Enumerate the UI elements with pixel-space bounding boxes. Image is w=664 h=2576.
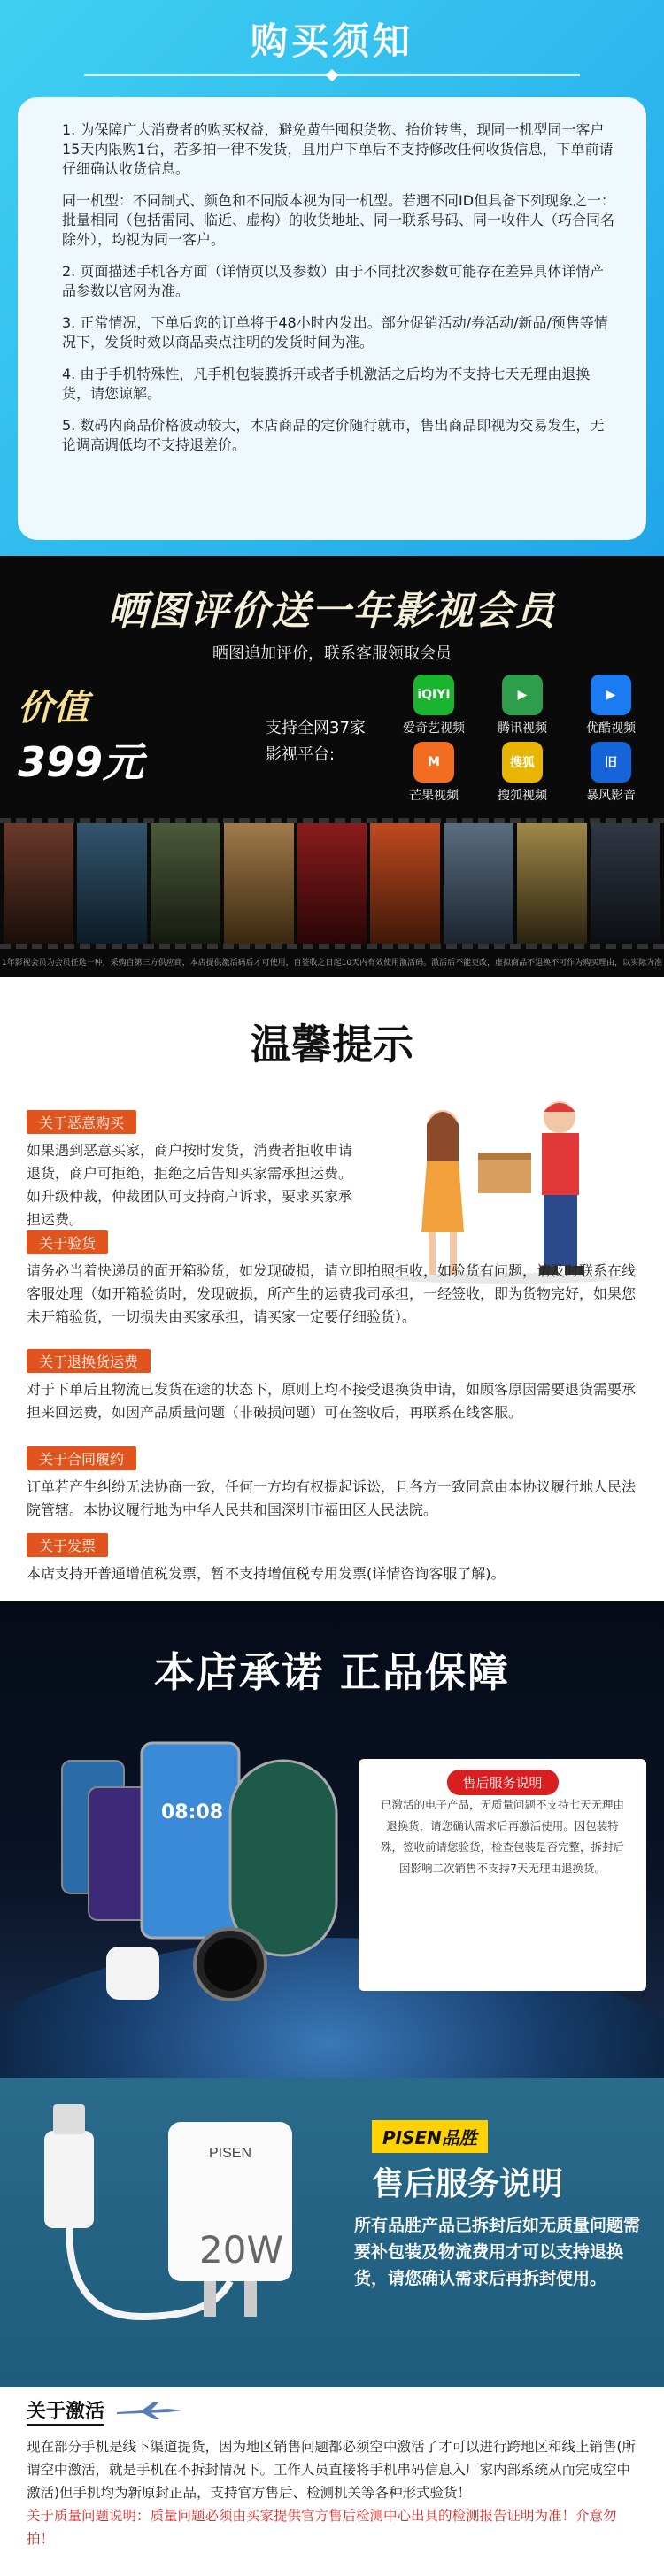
sohu-video-icon: 搜狐 (502, 742, 543, 783)
devices-illustration (53, 1725, 372, 2017)
warm-tips-section (0, 977, 664, 1601)
tip-tag: 关于验货 (27, 1230, 108, 1254)
tip-text: 对于下单后且物流已发货在途的状态下，原则上均不接受退换货申请，如顾客原因需要退货需要承担来回运费，如因产品质量问题（非破损问题）可在签收后，再联系在线客服。 (27, 1381, 637, 1421)
aftersales-panel (359, 1759, 646, 1991)
platform-name: 暴风影音 (586, 789, 636, 803)
iqiyi-icon: iQIYI (413, 675, 454, 715)
store-promise-title: 本店承诺 正品保障 (153, 1648, 510, 1696)
purchase-notice-section (0, 0, 664, 556)
movie-poster (4, 823, 73, 944)
baofeng-icon: 旧 (591, 742, 631, 783)
aftersales-description: 所有品胜产品已拆封后如无质量问题需要补包装及物流费用才可以支持退换货，请您确认需求后再拆封使用。 (354, 2216, 641, 2288)
tip-tag: 关于退换货运费 (27, 1349, 151, 1373)
support-line-2: 影视平台: (266, 745, 336, 764)
tip-tag: 关于合同履约 (27, 1446, 136, 1470)
movie-poster (370, 823, 440, 944)
movie-poster (77, 823, 147, 944)
notice-item-3: 3. 正常情况，下单后您的订单将于48小时内发出。部分促销活动/券活动/新品/预售等情况下，发货时效以商品卖点注明的发货时间为准。 (62, 314, 608, 351)
notice-item-same-model: 同一机型：不同制式、颜色和不同版本视为同一机型。若遇不同ID但具备下列现象之一：批量相同（包括雷同、临近、虚构）的收货地址、同一联系号码、同一收件人（巧合同名除外），均视为同一客户。 (62, 192, 616, 248)
movie-poster (151, 823, 220, 944)
movie-poster (517, 823, 587, 944)
notice-item-5: 5. 数码内商品价格波动较大，本店商品的定价随行就市，售出商品即视为交易发生，无论调高调低均不支持退差价。 (62, 417, 605, 453)
platform-name: 腾讯视频 (498, 721, 547, 736)
tip-contract (27, 1446, 637, 1522)
platform-name: 爱奇艺视频 (403, 721, 465, 736)
promo-disclaimer: 1年影视会员为会员任选一种，采购自第三方供应商，本店提供激活码后才可使用，自签收之日起10天内有效使用激活码。激活后不能更改，虚拟商品不退换不可作为购买理由，以实际为准 (1, 959, 663, 968)
platform-name: 优酷视频 (586, 721, 636, 736)
tip-inspection (27, 1230, 637, 1329)
pisen-aftersales-section (0, 2078, 664, 2387)
aftersales-title: 售后服务说明 (372, 2166, 564, 2202)
promo-subtitle: 晒图追加评价，联系客服领取会员 (212, 644, 452, 663)
platform-name: 芒果视频 (409, 789, 459, 803)
movie-poster (297, 823, 367, 944)
airplane-icon (115, 2400, 186, 2421)
aftersales-badge: 售后服务说明 (446, 1770, 558, 1795)
tip-text: 本店支持开普通增值税发票，暂不支持增值税专用发票(详情咨询客服了解)。 (27, 1565, 506, 1582)
review-promo-section (0, 556, 664, 977)
notice-item-2: 2. 页面描述手机各方面（详情页以及参数）由于不同批次参数可能存在差异具体详情产品参数以官网为准。 (62, 263, 605, 299)
platform-item (478, 742, 567, 804)
activation-section (0, 2387, 664, 2576)
youku-icon: ▶ (591, 675, 631, 715)
purchase-notice-title: 购买须知 (250, 19, 413, 63)
support-line-1: 支持全网37家 (266, 719, 366, 737)
platform-item (567, 675, 655, 737)
charger-wattage: 20W (199, 2228, 283, 2271)
tip-text: 订单若产生纠纷无法协商一致，任何一方均有权提起诉讼，且各方一致同意由本协议履行地人民法院管辖。本协议履行地为中华人民共和国深圳市福田区人民法院。 (27, 1478, 637, 1518)
movie-poster (224, 823, 294, 944)
notice-item-1: 1. 为保障广大消费者的购买权益，避免黄牛囤积货物、抬价转售，现同一机型同一客户15天内限购1台，若多拍一律不发货，且用户下单后不支持修改任何收货信息，下单前请仔细确认收货信息。 (62, 121, 614, 177)
tip-text: 请务必当着快递员的面开箱验货，如发现破损，请立即拍照拒收，如验货有问题，请及时联系在线客服处理（如开箱验货时，发现破损，所产生的运费我司承担，一经签收，即为货物完好，如果您未开箱验货，一切损失由买家承担，请买家一定要仔细验货）。 (27, 1262, 637, 1325)
movie-poster-strip (0, 818, 664, 949)
activation-title: 关于激活 (27, 2396, 104, 2426)
tip-malicious-purchase (27, 1110, 363, 1231)
platform-support-text (266, 715, 366, 768)
aftersales-text: 已激活的电子产品，无质量问题不支持七天无理由退换货，请您确认需求后再激活使用。因包装特殊，签收前请您验货，检查包装是否完整，拆封后因影响二次销售不支持7天无理由退换货。 (380, 1798, 624, 1875)
tencent-video-icon: ▶ (502, 675, 543, 715)
platform-item (478, 675, 567, 737)
platform-grid (390, 675, 655, 804)
tip-invoice (27, 1533, 637, 1585)
notice-item-4: 4. 由于手机特殊性，凡手机包装膜拆开或者手机激活之后均为不支持七天无理由退换货，请您谅解。 (62, 366, 591, 402)
activation-text: 现在部分手机是线下渠道提货，因为地区销售问题都必须空中激活了才可以进行跨地区和线上销售(所谓空中激活，就是手机在不拆封情况下。工作人员直接将手机串码信息入厂家内部系统从而完成空中激活)但手机均为新原封正品，支持官方售后、检测机关等各种形式验货！ (27, 2439, 637, 2501)
phone-time: 08:08 (161, 1801, 224, 1824)
platform-name: 搜狐视频 (498, 789, 547, 803)
platform-item (390, 742, 478, 804)
title-divider (84, 67, 580, 83)
quality-warning-text: 关于质量问题说明：质量问题必须由买家提供官方售后检测中心出具的检测报告证明为准！介意勿拍！ (27, 2508, 617, 2547)
worth-value: 399元 (18, 738, 144, 786)
platform-item (567, 742, 655, 804)
diamond-icon (326, 69, 338, 81)
promo-headline: 晒图评价送一年影视会员 (108, 589, 556, 634)
promo-worth (18, 680, 143, 789)
notice-card (18, 97, 646, 540)
movie-poster (444, 823, 513, 944)
pisen-brand-logo: PISEN品胜 (372, 2120, 488, 2153)
tip-tag: 关于恶意购买 (27, 1110, 136, 1134)
tip-return-shipping (27, 1349, 637, 1424)
worth-label: 价值 (18, 688, 89, 729)
platform-item (390, 675, 478, 737)
mango-tv-icon: M (413, 742, 454, 783)
tip-tag: 关于发票 (27, 1533, 108, 1557)
store-promise-section (0, 1601, 664, 2078)
movie-poster (591, 823, 660, 944)
svg-text:PISEN: PISEN (208, 2146, 252, 2161)
warm-tips-title: 温馨提示 (251, 1021, 413, 1068)
tip-text: 如果遇到恶意买家，商户按时发货，消费者拒收申请退货，商户可拒绝，拒绝之后告知买家需承担运费。如升级仲裁，仲裁团队可支持商户诉求，要求买家承担运费。 (27, 1142, 353, 1228)
